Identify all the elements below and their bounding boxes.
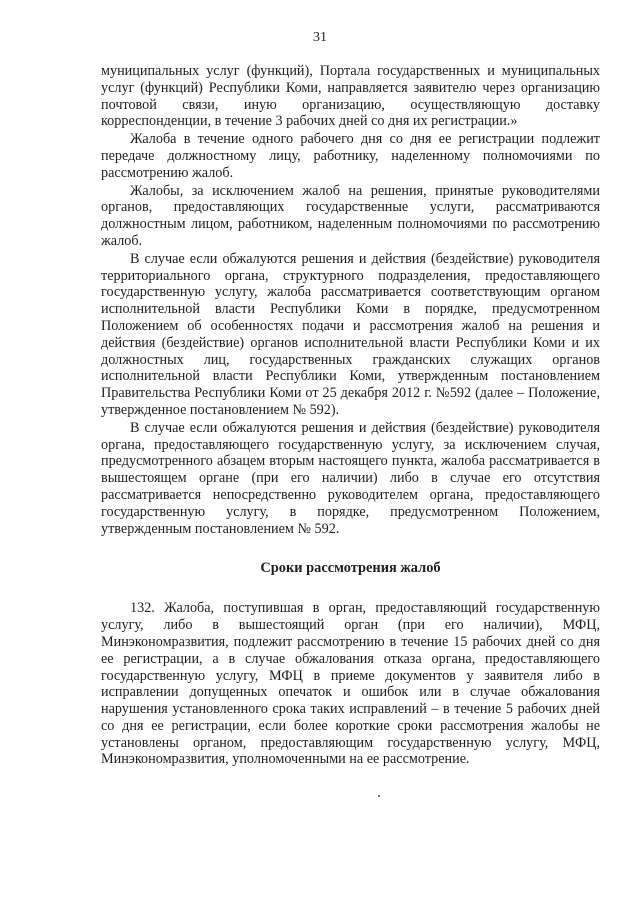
document-body xyxy=(101,63,600,768)
paragraph-agency-head: В случае если обжалуются решения и действия (бездействие) руководителя органа, предоставляющего государственную услугу, за исключением случая, предусмотренного абзацем вторым настоящего пункта, жалоба рассматривается в вышестоящем органе (при его наличии) либо в случае его отсутствия рассматривается непосредственно руководителем органа, предоставляющего государственную услугу, в порядке, предусмотренном Положением, утвержденным постановлением № 592. xyxy=(101,419,600,537)
paragraph-complaint-transfer: Жалоба в течение одного рабочего дня со дня ее регистрации подлежит передаче должностному лицу, работнику, наделенному полномочиями по рассмотрению жалоб. xyxy=(101,131,600,181)
paragraph-complaint-review: Жалобы, за исключением жалоб на решения, принятые руководителями органов, предоставляющих государственные услуги, рассматриваются должностным лицом, работником, наделенным полномочиями по рассмотрению жалоб. xyxy=(101,182,600,249)
paragraph-continuation: муниципальных услуг (функций), Портала государственных и муниципальных услуг (функций) Республики Коми, направляется заявителю через организацию почтовой связи, иную организацию, осуществляющую доставку корреспонденции, в течение 3 рабочих дней со дня их регистрации.» xyxy=(101,63,600,130)
section-heading: Сроки рассмотрения жалоб xyxy=(260,560,441,577)
page-number: 31 xyxy=(313,30,327,45)
paragraph-132: 132. Жалоба, поступившая в орган, предоставляющий государственную услугу, либо в вышестоящий орган (при его наличии), МФЦ, Минэкономразвития, подлежит рассмотрению в течение 15 рабочих дней со дня ее регистрации, а в случае обжалования отказа органа, предоставляющего государственную услугу, МФЦ в приеме документов у заявителя либо в исправлении допущенных опечаток и ошибок или в случае обжалования нарушения установленного срока таких исправлений – в течение 5 рабочих дней со дня ее регистрации, если более короткие сроки рассмотрения жалобы не установлены органом, предоставляющим государственную услугу, МФЦ, Минэкономразвития, уполномоченными на ее рассмотрение. xyxy=(101,600,600,768)
scan-speck xyxy=(378,795,380,797)
paragraph-territorial-head: В случае если обжалуются решения и действия (бездействие) руководителя территориального органа, структурного подразделения, предоставляющего государственную услугу, жалоба рассматривается соответствующим органом исполнительной власти Республики Коми в порядке, предусмотренном Положением об особенностях подачи и рассмотрения жалоб на решения и действия (бездействие) органов исполнительной власти Республики Коми и их должностных лиц, государственных гражданских служащих органов исполнительной власти Республики Коми, утвержденным постановлением Правительства Республики Коми от 25 декабря 2012 г. №592 (далее – Положение, утвержденное постановлением № 592). xyxy=(101,250,600,418)
